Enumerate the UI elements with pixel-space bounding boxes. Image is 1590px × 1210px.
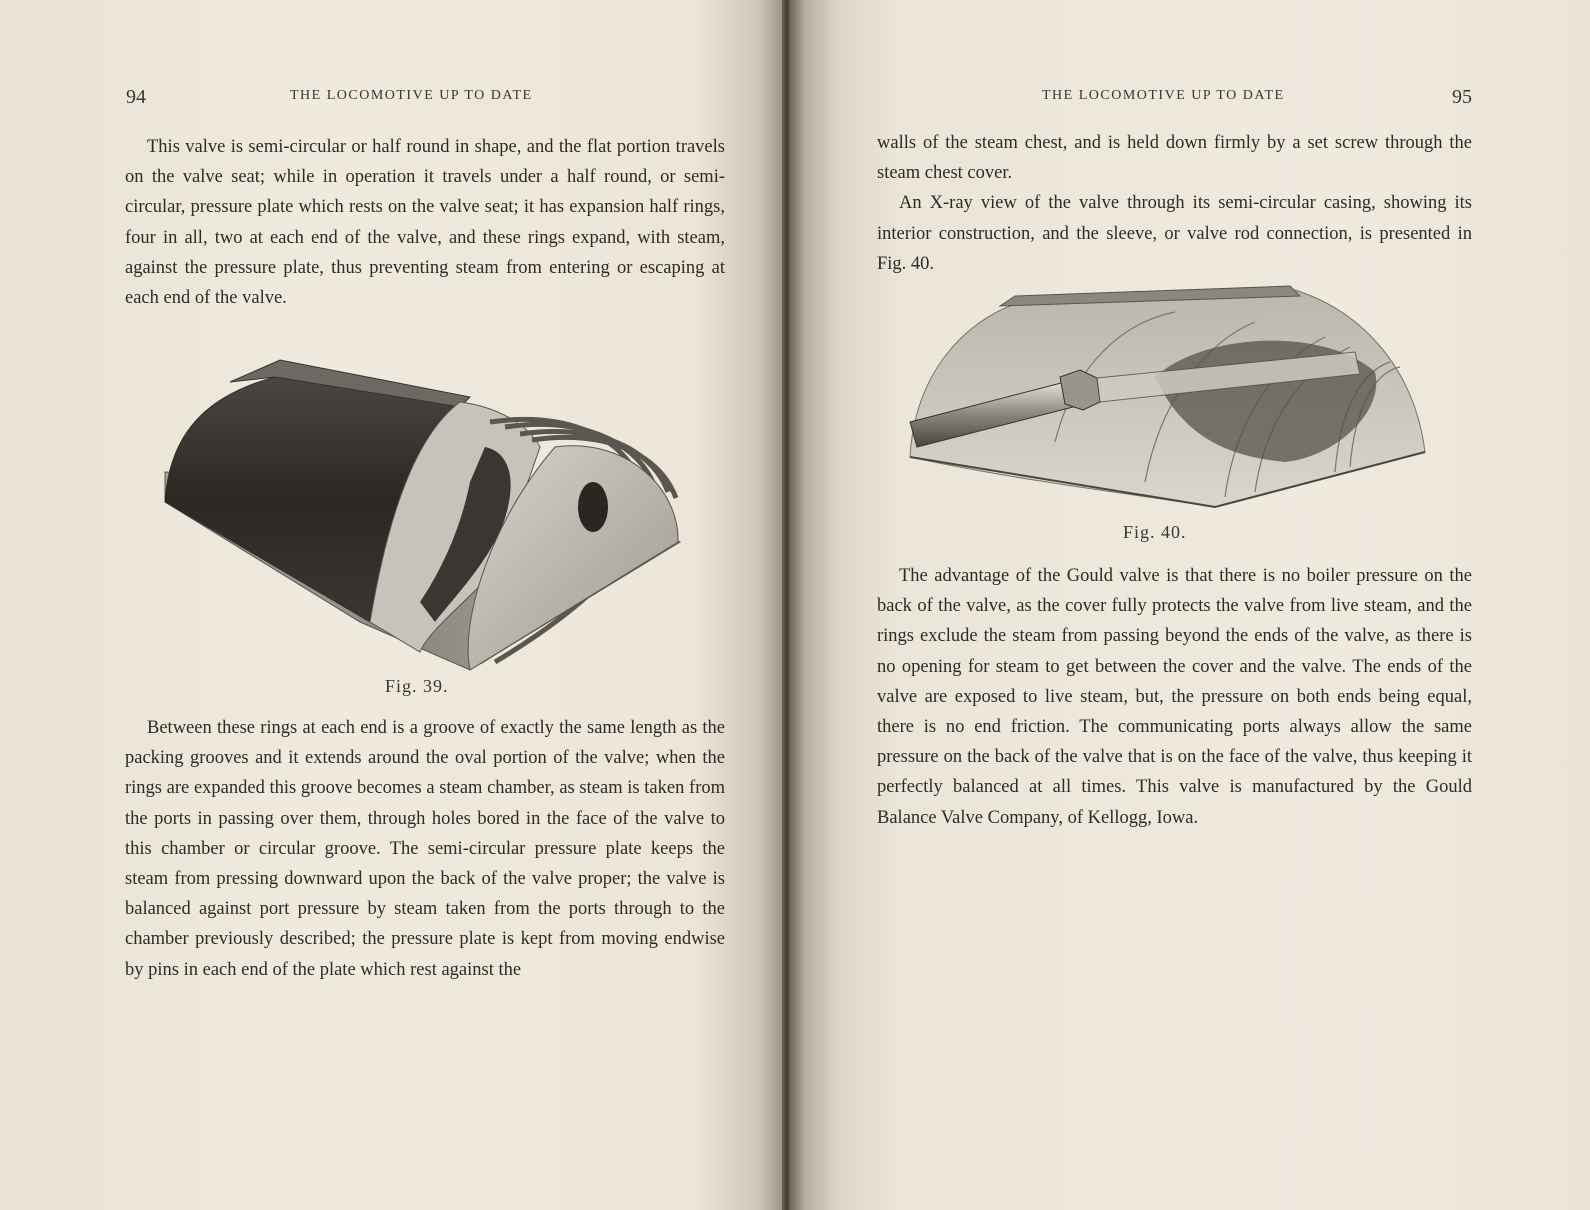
- right-paragraph-1: walls of the steam chest, and is held down firmly by a set screw through the steam chest cover.: [877, 133, 1472, 184]
- left-page: [0, 0, 790, 1210]
- figure-40-caption: Fig. 40.: [1123, 522, 1187, 542]
- right-paragraph-3: The advantage of the Gould valve is that there is no boiler pressure on the back of the valve, as the cover fully protects the valve from live steam, and the rings exclude the steam from passing beyond the ends of the valve, as there is no opening for steam to get between the cover and the valve. The ends of the valve are exposed to live steam, but, the pressure on both ends being equal, there is no end friction. The communicating ports always allow the same pressure on the back of the valve that is on the face of the valve, thus keeping it perfectly balanced at all times. This valve is manufactured by the Gould Balance Valve Company, of Kellogg, Iowa.: [877, 566, 1472, 828]
- right-text-top: [877, 128, 1472, 279]
- figure-39-valve-illustration: [160, 352, 690, 682]
- page-number-right: 95: [1452, 86, 1472, 108]
- running-head-left: THE LOCOMOTIVE UP TO DATE: [290, 88, 533, 103]
- page-number-left: 94: [126, 86, 146, 108]
- left-paragraph-1-block: [125, 132, 725, 313]
- right-text-bottom: [877, 561, 1472, 833]
- figure-40-xray-illustration: [905, 282, 1435, 522]
- running-head-right: THE LOCOMOTIVE UP TO DATE: [1042, 88, 1285, 103]
- left-paragraph-2: Between these rings at each end is a groove of exactly the same length as the packing grooves and it extends around the oval portion of the valve; when the rings are expanded this groove becomes a steam chamber, as steam is taken from the ports in passing over them, through holes bored in the face of the valve to this chamber or circular groove. The semi-circular pressure plate keeps the steam from pressing downward upon the back of the valve proper; the valve is balanced against port pressure by steam taken from the ports through to the chamber previously described; the pressure plate is kept from moving endwise by pins in each end of the plate which rest against the: [125, 718, 725, 980]
- valve-port-hole: [578, 482, 608, 532]
- left-paragraph-1: This valve is semi-circular or half round in shape, and the flat portion travels on the valve seat; while in operation it travels under a half round, or semi-circular, pressure plate which rests on the valve seat; it has expansion half rings, four in all, two at each end of the valve, and these rings expand, with steam, against the pressure plate, thus preventing steam from entering or escaping at each end of the valve.: [125, 137, 725, 309]
- left-paragraph-2-block: [125, 713, 725, 985]
- right-paragraph-2: An X-ray view of the valve through its semi-circular casing, showing its interior construction, and the sleeve, or valve rod connection, is presented in Fig. 40.: [877, 193, 1472, 274]
- right-page: [790, 0, 1590, 1210]
- figure-39-caption: Fig. 39.: [385, 676, 449, 696]
